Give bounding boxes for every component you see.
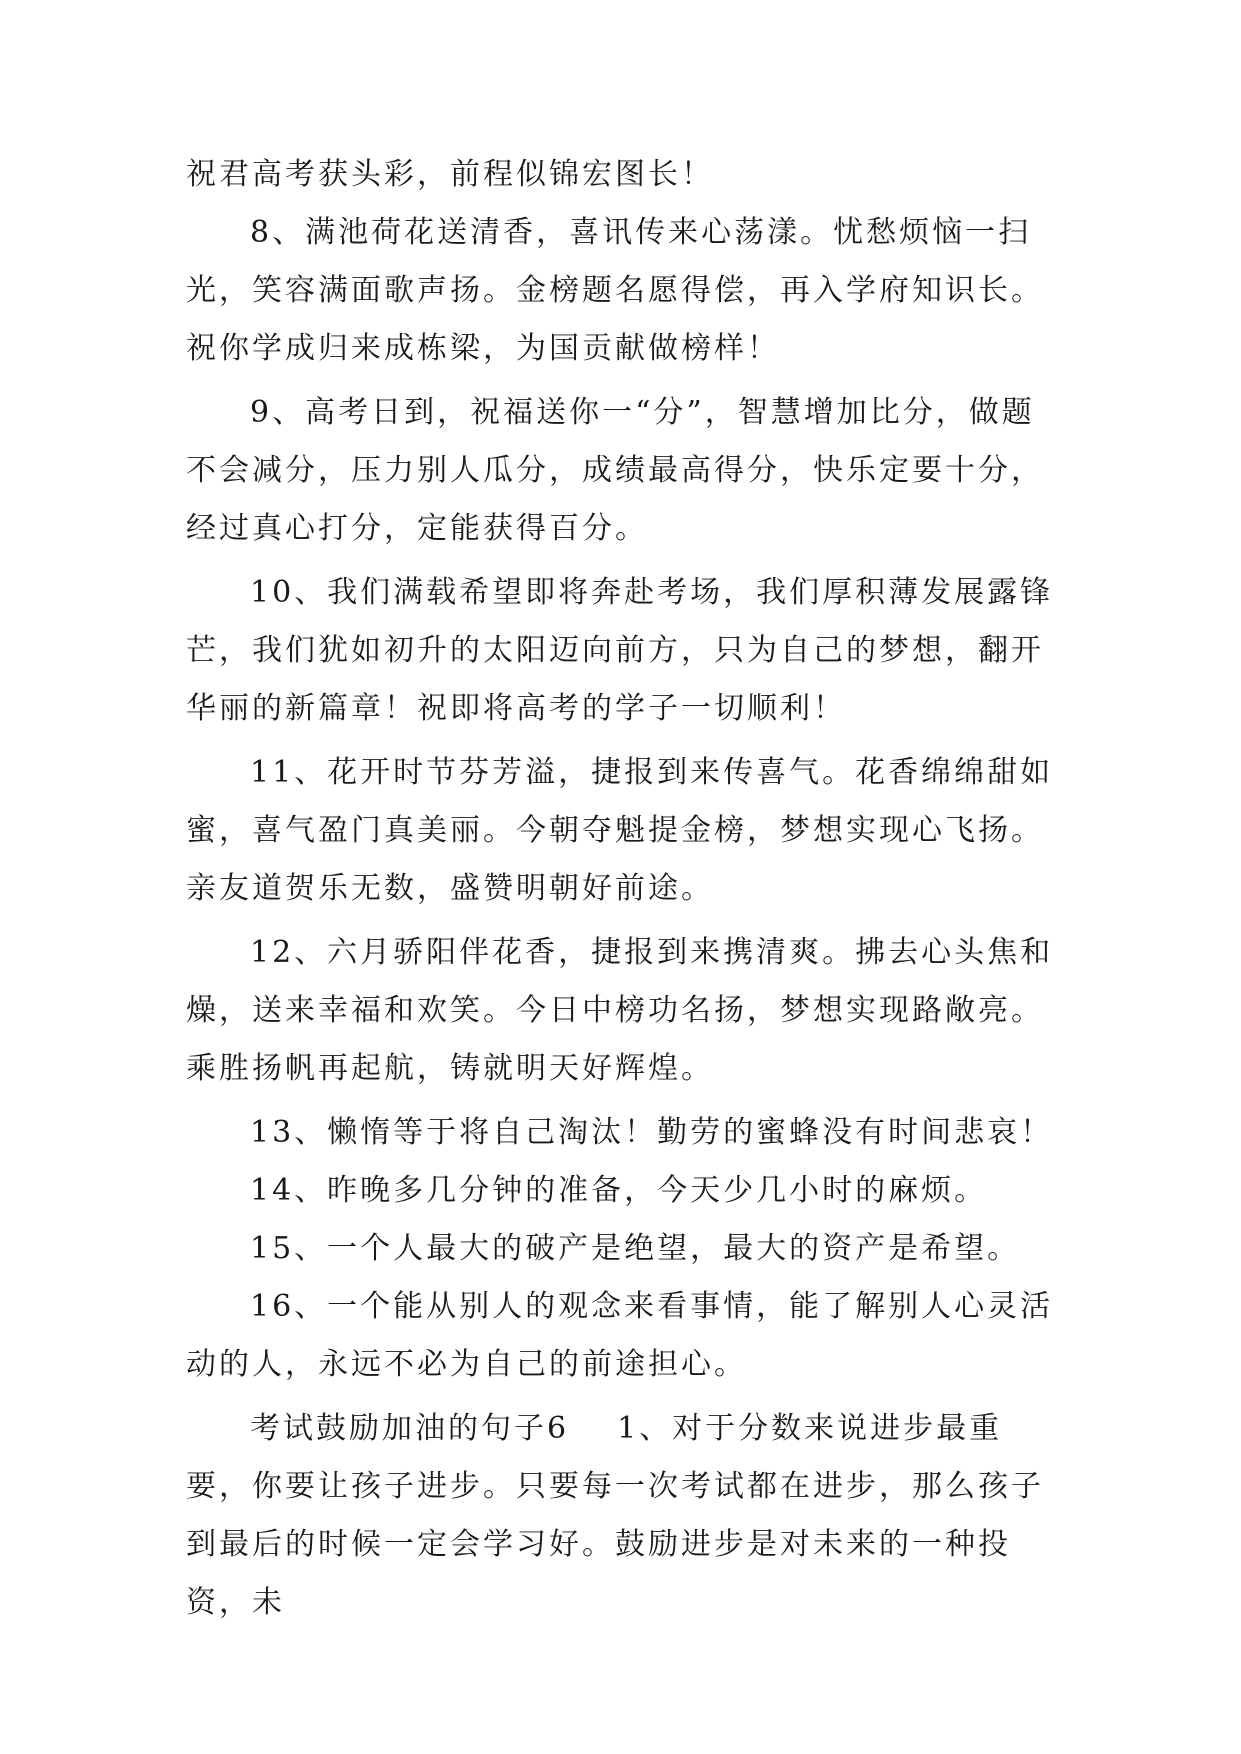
paragraph-item-15: 15、一个人最大的破产是绝望，最大的资产是希望。	[250, 1231, 1021, 1266]
paragraph-item-11: 11、花开时节芬芳溢，捷报到来传喜气。花香绵绵甜如蜜，喜气盈门真美丽。今朝夺魁提金榜，梦想实现心飞扬。亲友道贺乐无数，盛赞明朝好前途。	[186, 755, 1054, 906]
paragraph-item-10: 10、我们满载希望即将奔赴考场，我们厚积薄发展露锋芒，我们犹如初升的太阳迈向前方，只为自己的梦想，翻开华丽的新篇章！祝即将高考的学子一切顺利！	[186, 575, 1054, 726]
paragraph-item-9: 9、高考日到，祝福送你一“分”，智慧增加比分，做题不会减分，压力别人瓜分，成绩最高得分，快乐定要十分，经过真心打分，定能获得百分。	[186, 395, 1044, 546]
paragraph-item-12: 12、六月骄阳伴花香，捷报到来携清爽。拂去心头焦和燥，送来幸福和欢笑。今日中榜功名扬，梦想实现路敞亮。乘胜扬帆再起航，铸就明天好辉煌。	[186, 935, 1054, 1086]
paragraph-item-13: 13、懒惰等于将自己淘汰！勤劳的蜜蜂没有时间悲哀！	[250, 1115, 1054, 1150]
paragraph-item-14: 14、昨晚多几分钟的准备，今天少几小时的麻烦。	[250, 1173, 988, 1208]
paragraph-item-8: 8、满池荷花送清香，喜讯传来心荡漾。忧愁烦恼一扫光，笑容满面歌声扬。金榜题名愿得偿，再入学府知识长。祝你学成归来成栋梁，为国贡献做榜样！	[186, 215, 1044, 366]
document-body	[186, 146, 1066, 1632]
paragraph-continuation: 祝君高考获头彩，前程似锦宏图长！	[186, 157, 714, 192]
section-item-1: 1、对于分数来说进步最重要，你要让孩子进步。只要每一次考试都在进步，那么孩子到最后的时候一定会学习好。鼓励进步是对未来的一种投资，未	[186, 1411, 1044, 1620]
section-heading: 考试鼓励加油的句子6	[250, 1411, 570, 1446]
paragraph-item-16: 16、一个能从别人的观念来看事情，能了解别人心灵活动的人，永远不必为自己的前途担心。	[186, 1289, 1054, 1382]
paragraph-section-6	[186, 1400, 1066, 1632]
